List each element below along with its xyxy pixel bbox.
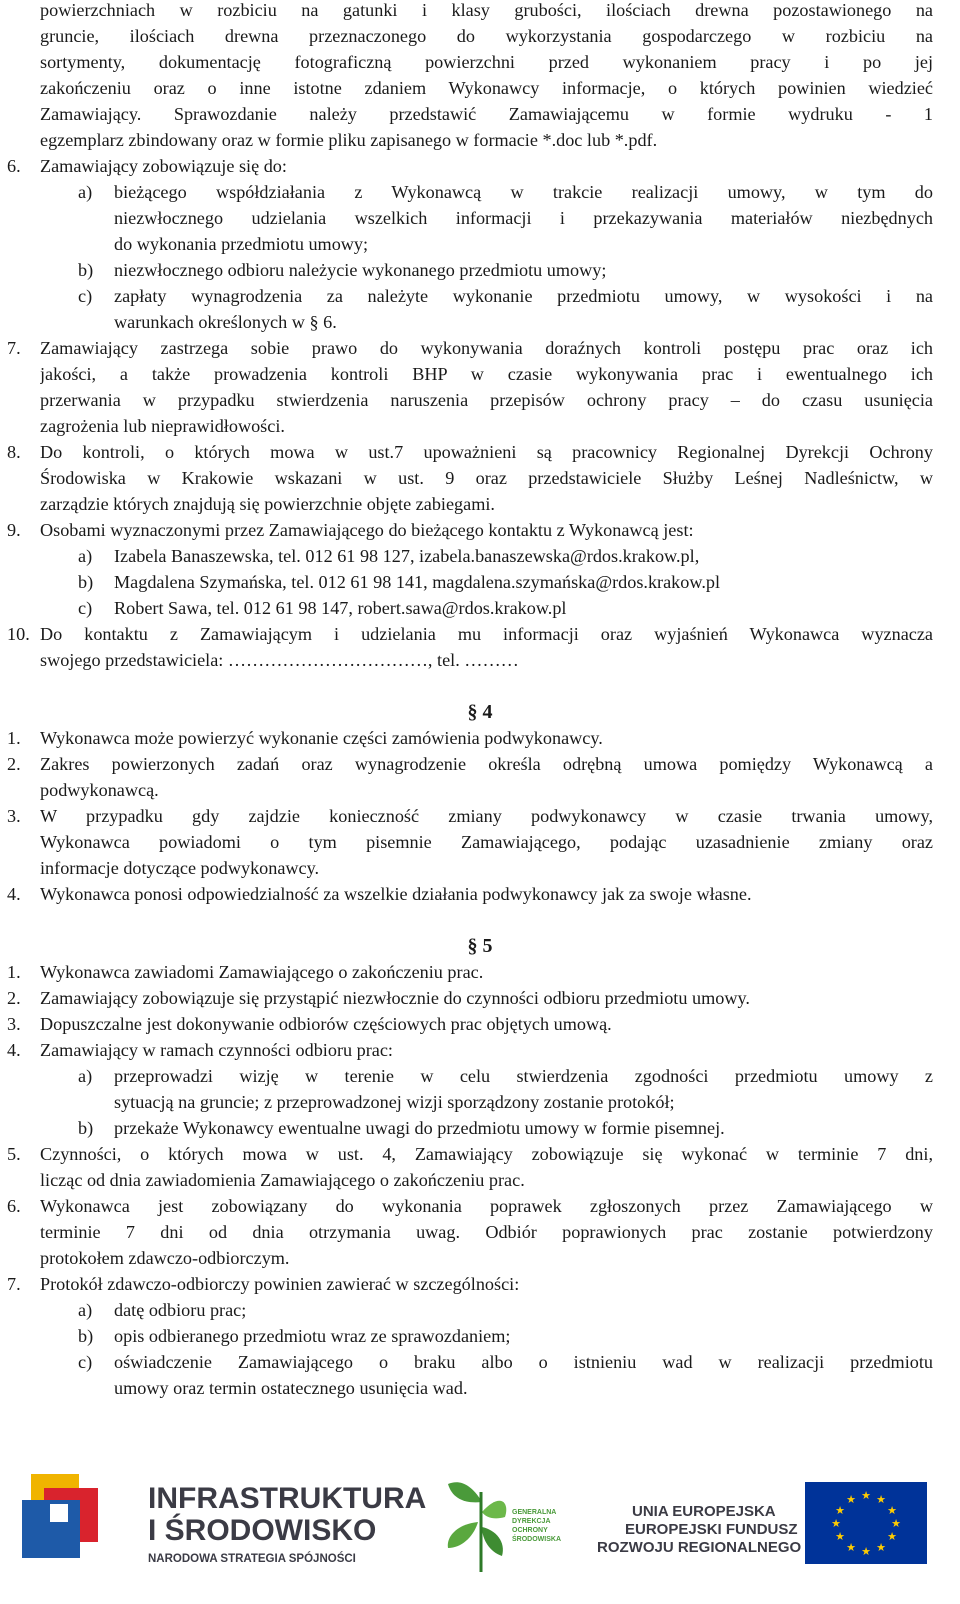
svg-text:★: ★ xyxy=(887,1530,897,1543)
svg-text:★: ★ xyxy=(861,1489,871,1502)
sub-letter: b) xyxy=(78,572,94,592)
svg-text:★: ★ xyxy=(887,1504,897,1517)
infrastruktura-logo-icon xyxy=(22,1474,98,1558)
item-number: 8. xyxy=(7,442,21,462)
logo-text-line1: INFRASTRUKTURA xyxy=(148,1482,427,1515)
svg-text:★: ★ xyxy=(876,1493,886,1506)
section-heading: § 4 xyxy=(467,701,493,723)
item-text-line: Protokół zdawczo-odbiorczy powinien zawierać w szczególności: xyxy=(40,1274,520,1294)
sub-letter: b) xyxy=(78,1326,94,1346)
item-text-line: Zakres powierzonych zadań oraz wynagrodzenie określa odrębną umowa pomiędzy Wykonawcą a xyxy=(40,754,933,774)
svg-text:★: ★ xyxy=(831,1517,841,1530)
item-text-line: W przypadku gdy zajdzie konieczność zmiany podwykonawcy w czasie trwania umowy, xyxy=(40,806,933,826)
item-text-line: podwykonawcą. xyxy=(40,780,159,800)
item-number: 10. xyxy=(7,624,30,644)
item-text-line: Do kontaktu z Zamawiającym i udzielania mu informacji oraz wyjaśnień Wykonawca wyznacza xyxy=(40,624,933,644)
item-text-line: terminie 7 dni od dnia otrzymania uwag. Odbiór poprawionych prac zostanie potwierdzony xyxy=(40,1222,933,1242)
text-line: sortymenty, dokumentację fotograficzną powierzchni przed wykonaniem pracy i po jej xyxy=(40,52,933,72)
item-text-line: Wykonawca zawiadomi Zamawiającego o zakończeniu prac. xyxy=(40,962,484,982)
sub-letter: a) xyxy=(78,1066,93,1086)
item-number: 2. xyxy=(7,988,21,1008)
sub-text-line: warunkach określonych w § 6. xyxy=(114,312,337,332)
contact-person: Robert Sawa, tel. 012 61 98 147, robert.sawa@rdos.krakow.pl xyxy=(114,598,567,618)
item-number: 3. xyxy=(7,806,21,826)
item-text-line: Zamawiający zobowiązuje się przystąpić niezwłocznie do czynności odbioru przedmiotu umowy. xyxy=(40,988,750,1008)
gdos-text-line: ŚRODOWISKA xyxy=(512,1536,561,1543)
sub-letter: c) xyxy=(78,1352,93,1372)
sub-letter: a) xyxy=(78,546,93,566)
item-text-line: Środowiska w Krakowie wskazani w ust. 9 oraz przedstawiciele Służby Leśnej Nadleśnictw, w xyxy=(40,468,933,488)
item-number: 7. xyxy=(7,338,21,358)
item-text-line: Dopuszczalne jest dokonywanie odbiorów częściowych prac objętych umową. xyxy=(40,1014,612,1034)
sub-text-line: przekaże Wykonawcy ewentualne uwagi do przedmiotu umowy w formie pisemnej. xyxy=(114,1118,725,1138)
eu-flag-icon xyxy=(805,1482,927,1564)
eu-text-line2: EUROPEJSKI FUNDUSZ xyxy=(625,1521,798,1538)
item-number: 4. xyxy=(7,1040,21,1060)
sub-text-line: niezwłocznego udzielania wszelkich informacji i przekazywania materiałów niezbędnych xyxy=(114,208,933,228)
svg-text:★: ★ xyxy=(876,1541,886,1554)
item-text-line: licząc od dnia zawiadomienia Zamawiającego o zakończeniu prac. xyxy=(40,1170,525,1190)
item-number: 6. xyxy=(7,1196,21,1216)
sub-letter: c) xyxy=(78,286,93,306)
sub-text-line: bieżącego współdziałania z Wykonawcą w trakcie realizacji umowy, w tym do xyxy=(114,182,933,202)
svg-text:★: ★ xyxy=(835,1530,845,1543)
item-number: 2. xyxy=(7,754,21,774)
item-text-line: protokołem zdawczo-odbiorczym. xyxy=(40,1248,290,1268)
sub-letter: a) xyxy=(78,182,93,202)
text-line: powierzchniach w rozbiciu na gatunki i klasy grubości, ilościach drewna pozostawionego na xyxy=(40,0,933,20)
logo-text-line3: NARODOWA STRATEGIA SPÓJNOŚCI xyxy=(148,1553,356,1565)
sub-text-line: niezwłocznego odbioru należycie wykonanego przedmiotu umowy; xyxy=(114,260,607,280)
item-text-line: przerwania w przypadku stwierdzenia naruszenia przepisów ochrony pracy – do czasu usunięcia xyxy=(40,390,933,410)
sub-text-line: umowy oraz termin ostatecznego usunięcia wad. xyxy=(114,1378,468,1398)
item-text-line: Do kontroli, o których mowa w ust.7 upoważnieni są pracownicy Regionalnej Dyrekcji Ochrony xyxy=(40,442,933,462)
sub-text-line: zapłaty wynagrodzenia za należyte wykonanie przedmiotu umowy, w wysokości i na xyxy=(114,286,933,306)
sub-letter: b) xyxy=(78,260,94,280)
item-number: 6. xyxy=(7,156,21,176)
svg-text:★: ★ xyxy=(835,1504,845,1517)
item-number: 3. xyxy=(7,1014,21,1034)
contact-person: Izabela Banaszewska, tel. 012 61 98 127, izabela.banaszewska@rdos.krakow.pl, xyxy=(114,546,700,566)
sub-text-line: datę odbioru prac; xyxy=(114,1300,247,1320)
eu-text-line3: ROZWOJU REGIONALNEGO xyxy=(597,1539,802,1556)
item-text-line: zagrożenia lub nieprawidłowości. xyxy=(40,416,285,436)
svg-text:★: ★ xyxy=(891,1517,901,1530)
sub-text-line: sytuacją na gruncie; z przeprowadzonej wizji sporządzony zostanie protokół; xyxy=(114,1092,675,1112)
item-text-line: jakości, a także prowadzenia kontroli BHP w czasie wykonywania prac i ewentualnego ich xyxy=(40,364,933,384)
item-text-line: Wykonawca może powierzyć wykonanie części zamówienia podwykonawcy. xyxy=(40,728,603,748)
item-text-line: Zamawiający w ramach czynności odbioru prac: xyxy=(40,1040,393,1060)
item-number: 7. xyxy=(7,1274,21,1294)
item-text-line: swojego przedstawiciela: ……………………………, tel. ……… xyxy=(40,650,519,670)
sub-text-line: opis odbieranego przedmiotu wraz ze sprawozdaniem; xyxy=(114,1326,511,1346)
item-number: 9. xyxy=(7,520,21,540)
item-number: 5. xyxy=(7,1144,21,1164)
item-text-line: Wykonawca jest zobowiązany do wykonania poprawek zgłoszonych przez Zamawiającego w xyxy=(40,1196,933,1216)
svg-text:★: ★ xyxy=(861,1545,871,1558)
gdos-text-line: DYREKCJA xyxy=(512,1518,551,1525)
item-text-line: Czynności, o których mowa w ust. 4, Zamawiający zobowiązuje się wykonać w terminie 7 dni, xyxy=(40,1144,933,1164)
section-heading: § 5 xyxy=(467,935,493,957)
sub-text-line: do wykonania przedmiotu umowy; xyxy=(114,234,369,254)
eu-text-line1: UNIA EUROPEJSKA xyxy=(632,1503,776,1520)
item-text: Osobami wyznaczonymi przez Zamawiającego do bieżącego kontaktu z Wykonawcą jest: xyxy=(40,520,694,540)
sub-text-line: przeprowadzi wizję w terenie w celu stwierdzenia zgodności przedmiotu umowy z xyxy=(114,1066,933,1086)
item-number: 4. xyxy=(7,884,21,904)
sub-letter: a) xyxy=(78,1300,93,1320)
svg-text:★: ★ xyxy=(846,1541,856,1554)
text-line: zakończeniu oraz o inne istotne zdaniem Wykonawcy informacje, o których powinien wiedzieć xyxy=(40,78,933,98)
footer-logos xyxy=(0,1472,960,1599)
contact-person: Magdalena Szymańska, tel. 012 61 98 141, magdalena.szymańska@rdos.krakow.pl xyxy=(114,572,721,592)
item-text-line: zarządzie których znajdują się powierzchnie objęte zabiegami. xyxy=(40,494,495,514)
sub-letter: b) xyxy=(78,1118,94,1138)
item-text-line: Wykonawca powiadomi o tym pisemnie Zamawiającego, podając uzasadnienie zmiany oraz xyxy=(40,832,933,852)
gdos-leaf-icon xyxy=(448,1482,507,1572)
text-line: Zamawiający. Sprawozdanie należy przedstawić Zamawiającemu w formie wydruku - 1 xyxy=(40,104,933,124)
item-number: 1. xyxy=(7,728,21,748)
text-line: gruncie, ilościach drewna przeznaczonego do wykorzystania gospodarczego w rozbiciu na xyxy=(40,26,933,46)
svg-text:★: ★ xyxy=(846,1493,856,1506)
sub-text-line: oświadczenie Zamawiającego o braku albo o istnieniu wad w realizacji przedmiotu xyxy=(114,1352,933,1372)
gdos-text-line: GENERALNA xyxy=(512,1509,557,1516)
text-line: egzemplarz zbindowany oraz w formie pliku zapisanego w formacie *.doc lub *.pdf. xyxy=(40,130,658,150)
sub-letter: c) xyxy=(78,598,93,618)
gdos-text-line: OCHRONY xyxy=(512,1527,548,1534)
item-text-line: informacje dotyczące podwykonawcy. xyxy=(40,858,320,878)
item-text-line: Zamawiający zastrzega sobie prawo do wykonywania doraźnych kontroli postępu prac oraz ich xyxy=(40,338,933,358)
item-text: Zamawiający zobowiązuje się do: xyxy=(40,156,287,176)
logo-text-line2: I ŚRODOWISKO xyxy=(148,1514,377,1547)
item-number: 1. xyxy=(7,962,21,982)
footer-logo-strip xyxy=(0,1472,960,1599)
item-text-line: Wykonawca ponosi odpowiedzialność za wszelkie działania podwykonawcy jak za swoje własne. xyxy=(40,884,752,904)
